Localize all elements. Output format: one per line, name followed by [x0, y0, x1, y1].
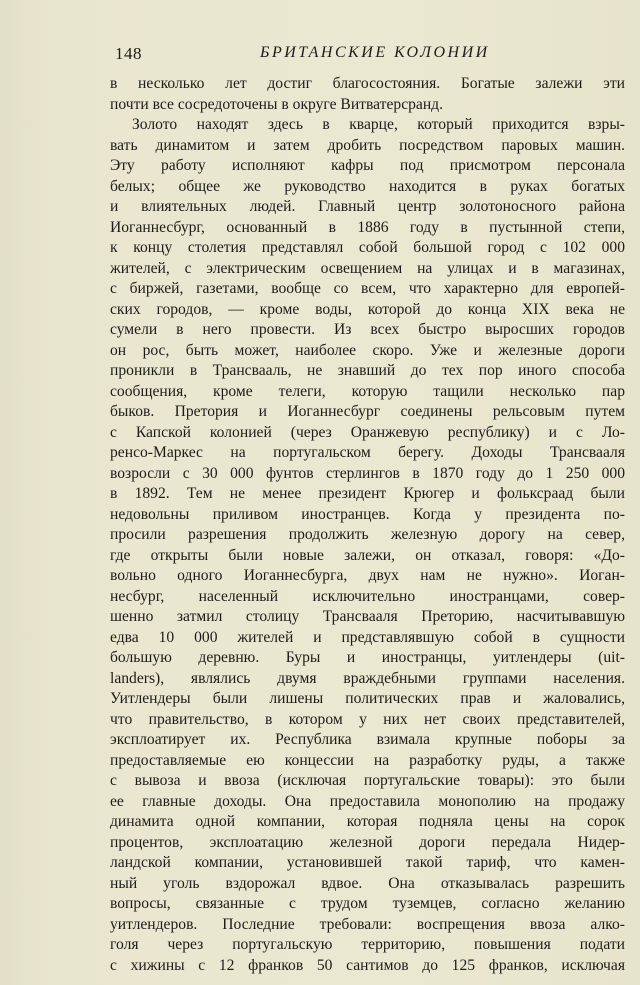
running-title: БРИТАНСКИЕ КОЛОНИИ [260, 44, 490, 61]
text-line: с хижины с 12 франков 50 сантимов до 125 франков, исключая [110, 956, 625, 974]
text-line: в несколько лет достиг благосостояния. Богатые залежи эти [110, 75, 625, 92]
text-line: ских городов, — кроме воды, которой до конца XIX века не [110, 300, 625, 318]
text-line: эксплоатирует их. Республика взимала крупные поборы за [110, 731, 625, 748]
text-line: проникли в Трансвааль, не знавший до тех пор иного способа [110, 362, 625, 379]
text-line: вать динамитом и затем дробить посредством паровых машин. [110, 136, 625, 154]
text-line: предоставляемые ею концессии на разработку руды, а также [110, 751, 625, 769]
text-line: ландской компании, установившей такой тариф, что камен- [110, 854, 625, 871]
text-line: он рос, быть может, наиболее скоро. Уже и железные дороги [110, 341, 625, 359]
text-line: с вывоза и ввоза (исключая португальские товары): это были [110, 772, 625, 789]
page-number: 148 [115, 44, 142, 63]
text-line: недовольны приливом иностранцев. Когда у президента по- [110, 505, 625, 523]
text-line: Эту работу исполняют кафры под присмотром персонала [110, 157, 625, 174]
page-header [115, 44, 635, 66]
text-line: Иоганнесбург, основанный в 1886 году в пустынной степи, [110, 218, 625, 236]
text-line: белых; общее же руководство находится в руках богатых [110, 177, 625, 195]
text-line: голя через португальскую территорию, повышения подати [110, 936, 625, 953]
text-line: Золото находят здесь в кварце, который приходится взры- [132, 116, 625, 133]
text-line: процентов, эксплоатацию железной дороги передала Нидер- [110, 833, 625, 851]
text-line: уитлендеров. Последние требовали: воспрещения ввоза алко- [110, 915, 625, 933]
body-text [110, 74, 625, 976]
text-line: динамита одной компании, которая подняла цены на сорок [110, 813, 625, 830]
text-line: Уитлендеры были лишены политических прав и жаловались, [110, 690, 625, 707]
text-line: в 1892. Тем не менее президент Крюгер и фольксраад были [110, 485, 625, 502]
text-line: большую деревню. Буры и иностранцы, уитлендеры (uit- [110, 649, 625, 666]
text-line: что правительство, в котором у них нет своих представителей, [110, 710, 625, 728]
text-line: шенно затмил столицу Трансвааля Преторию, насчитывавшую [110, 608, 625, 625]
text-line: почти все сосредоточены в округе Витватерсранд. [110, 95, 444, 113]
text-line: едва 10 000 жителей и представлявшую собой в сущности [110, 628, 625, 646]
text-line: возросли с 30 000 фунтов стерлингов в 1870 году до 1 250 000 [110, 464, 625, 482]
text-line: с биржей, газетами, вообще со всем, что характерно для европей- [110, 280, 625, 297]
text-line: где открыты были новые залежи, он отказал, говоря: «До- [110, 546, 625, 564]
text-line: к концу столетия представлял собой большой город с 102 000 [110, 239, 625, 256]
text-line: вопросы, связанные с трудом туземцев, согласно желанию [110, 895, 625, 912]
text-line: landers), являлись двумя враждебными группами населения. [110, 669, 625, 687]
text-line: просили разрешения продолжить железную дорогу на север, [110, 526, 625, 543]
text-line: ный уголь вздорожал вдвое. Она отказывалась разрешить [110, 874, 625, 892]
text-line: несбург, населенный исключительно иностранцами, совер- [110, 587, 625, 605]
text-line: и влиятельных людей. Главный центр золотоносного района [110, 198, 625, 215]
text-line: ренсо-Маркес на португальском берегу. Доходы Трансвааля [110, 444, 625, 461]
text-line: вольно одного Иоганнесбурга, двух нам не нужно». Иоган- [110, 567, 625, 584]
text-line: быков. Претория и Иоганнесбург соединены рельсовым путем [110, 403, 625, 420]
text-line: сообщения, кроме телеги, которую тащили несколько пар [110, 382, 625, 400]
text-line: с Капской колонией (через Оранжевую республику) и с Ло- [110, 423, 625, 441]
text-line: ее главные доходы. Она предоставила монополию на продажу [110, 792, 625, 810]
text-line: жителей, с электрическим освещением на улицах и в магазинах, [110, 259, 625, 277]
text-line: сумели в него провести. Из всех быстро выросших городов [110, 321, 625, 338]
